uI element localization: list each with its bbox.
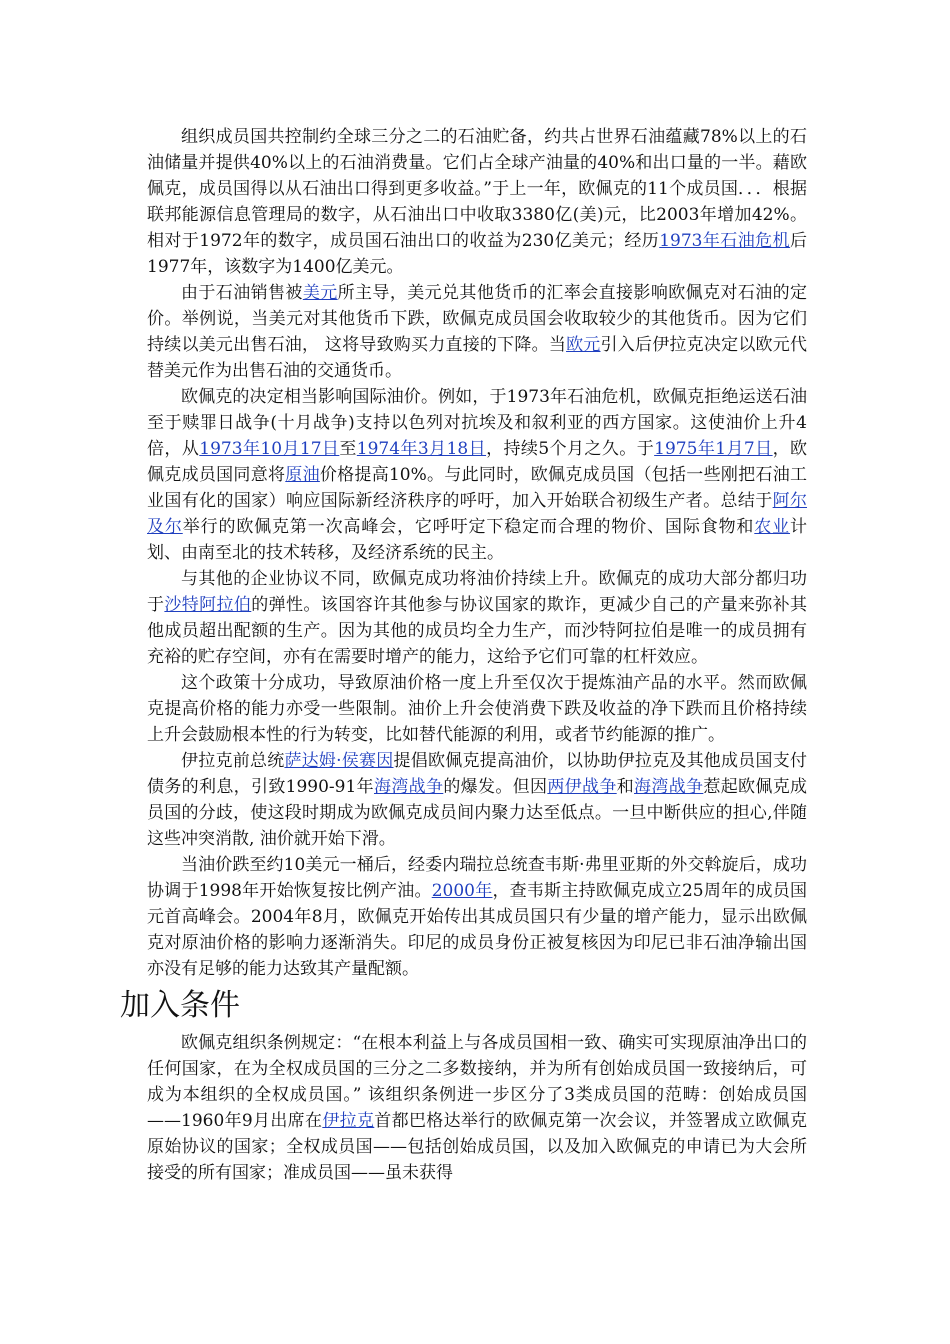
text-run: 引入后伊拉克决定以欧元代替美元作为出售石油的交通货币。 (147, 335, 808, 381)
text-run: ，查韦斯主持欧佩克成立25周年的成员国元首高峰会。2004年8月，欧佩克开始传出其成员国只有少量的增产能力，显示出欧佩克对原油价格的影响力逐渐消失。印尼的成员身份正被复核因为印尼已非石油净输出国亦没有足够的能力达致其产量配额。 (147, 881, 807, 979)
text-run: 和 (616, 777, 635, 797)
text-run: 首都巴格达举行的欧佩克第一次会议，并签署成立欧佩克原始协议的国家；全权成员国——包括创始成员国，以及加入欧佩克的申请已为大会所接受的所有国家；准成员国——虽未获得 (147, 1111, 807, 1183)
wiki-link[interactable]: 1975年1月7日 (654, 439, 773, 459)
article-section (147, 124, 807, 982)
paragraph (147, 852, 807, 982)
wiki-link[interactable]: 海湾战争 (634, 777, 704, 797)
paragraph (147, 280, 807, 384)
wiki-link[interactable]: 1973年石油危机 (659, 231, 790, 251)
article-section-join-conditions (147, 1030, 807, 1186)
text-run: ，欧佩克成员国同意将 (147, 439, 808, 485)
wiki-link[interactable]: 美元 (302, 283, 338, 303)
text-run: 价格提高10%。与此同时，欧佩克成员国（包括一些刚把石油工业国有化的国家）响应国际新经济秩序的呼吁，加入开始联合初级生产者。总结于 (147, 465, 808, 511)
text-run: 举行的欧佩克第一次高峰会，它呼吁定下稳定而合理的物价、国际食物和 (182, 517, 755, 537)
text-run: 由于石油销售被 (181, 283, 303, 303)
paragraph (147, 748, 807, 852)
text-run: 伊拉克前总统 (181, 751, 285, 771)
text-run: 欧佩克组织条例规定：“在根本利益上与各成员国相一致、确实可实现原油净出口的任何国家，在为全权成员国的三分之二多数接纳，并为所有创始成员国一致接纳后，可成为本组织的全权成员国。” 该组织条例进一步区分了3类成员国的范畴：创始成员国——1960年9月出席在 (147, 1033, 807, 1131)
text-run: 欧佩克的决定相当影响国际油价。例如，于1973年石油危机，欧佩克拒绝运送石油至于赎罪日战争(十月战争)支持以色列对抗埃及和叙利亚的西方国家。这使油价上升4倍，从 (147, 387, 807, 459)
section-heading: 加入条件 (120, 988, 240, 1023)
wiki-link[interactable]: 两伊战争 (547, 777, 617, 797)
text-run: 提倡欧佩克提高油价，以协助伊拉克及其他成员国支付债务的利息，引致1990-91年 (147, 751, 808, 797)
paragraph (147, 1030, 807, 1186)
wiki-link[interactable]: 阿尔及尔 (147, 491, 808, 537)
text-run: 这个政策十分成功，导致原油价格一度上升至仅次于提炼油产品的水平。然而欧佩克提高价格的能力亦受一些限制。油价上升会使消费下跌及收益的净下跌而且价格持续上升会鼓励根本性的行为转变，比如替代能源的利用，或者节约能源的推广。 (147, 673, 807, 745)
text-run: 后1977年，该数字为1400亿美元。 (147, 231, 807, 277)
paragraph (147, 384, 807, 566)
wiki-link[interactable]: 海湾战争 (373, 777, 444, 797)
text-run: 所主导，美元兑其他货币的汇率会直接影响欧佩克对石油的定价。举例说，当美元对其他货币下跌，欧佩克成员国会收取较少的其他货币。因为它们持续以美元出售石油， 这将导致购买力直接的下降。当 (147, 283, 808, 355)
wiki-link[interactable]: 1974年3月18日 (356, 439, 487, 459)
text-run: 惹起欧佩克成员国的分歧，使这段时期成为欧佩克成员间内聚力达至低点。一旦中断供应的担心,伴随这些冲突消散, 油价就开始下滑。 (147, 777, 808, 849)
paragraph (147, 124, 807, 280)
text-run: 当油价跌至约10美元一桶后，经委内瑞拉总统查韦斯·弗里亚斯的外交斡旋后，成功协调于1998年开始恢复按比例产油。 (147, 855, 807, 901)
text-run: 组织成员国共控制约全球三分之二的石油贮备，约共占世界石油蕴藏78%以上的石油储量并提供40%以上的石油消费量。它们占全球产油量的40%和出口量的一半。藉欧佩克，成员国得以从石油出口得到更多收益。”于上一年，欧佩克的11个成员国．．．根据联邦能源信息管理局的数字，从石油出口中收取3380亿(美)元，比2003年增加42%。相对于1972年的数字，成员国石油出口的收益为230亿美元；经历 (147, 127, 807, 251)
wiki-link[interactable]: 1973年10月17日 (199, 439, 340, 459)
text-run: 的爆发。但因 (443, 777, 548, 797)
text-run: ，持续5个月之久。于 (486, 439, 655, 459)
wiki-link[interactable]: 2000年 (431, 881, 493, 901)
wiki-link[interactable]: 欧元 (566, 335, 601, 355)
text-run: 的弹性。该国容许其他参与协议国家的欺诈，更减少自己的产量来弥补其他成员超出配额的生产。因为其他的成员均全力生产，而沙特阿拉伯是唯一的成员拥有充裕的贮存空间，亦有在需要时增产的能力，这给予它们可靠的杠杆效应。 (147, 595, 808, 667)
wiki-link[interactable]: 农业 (754, 517, 791, 537)
wiki-link[interactable]: 萨达姆·侯赛因 (284, 751, 394, 771)
wiki-link[interactable]: 伊拉克 (322, 1111, 375, 1131)
text-run: 计划、由南至北的技术转移，及经济系统的民主。 (147, 517, 808, 563)
text-run: 与其他的企业协议不同，欧佩克成功将油价持续上升。欧佩克的成功大部分都归功于 (147, 569, 807, 615)
wiki-link[interactable]: 原油 (285, 465, 320, 485)
wiki-link[interactable]: 沙特阿拉伯 (164, 595, 252, 615)
text-run: 至 (339, 439, 357, 459)
paragraph (147, 670, 807, 748)
paragraph (147, 566, 807, 670)
document-body (120, 124, 808, 1186)
